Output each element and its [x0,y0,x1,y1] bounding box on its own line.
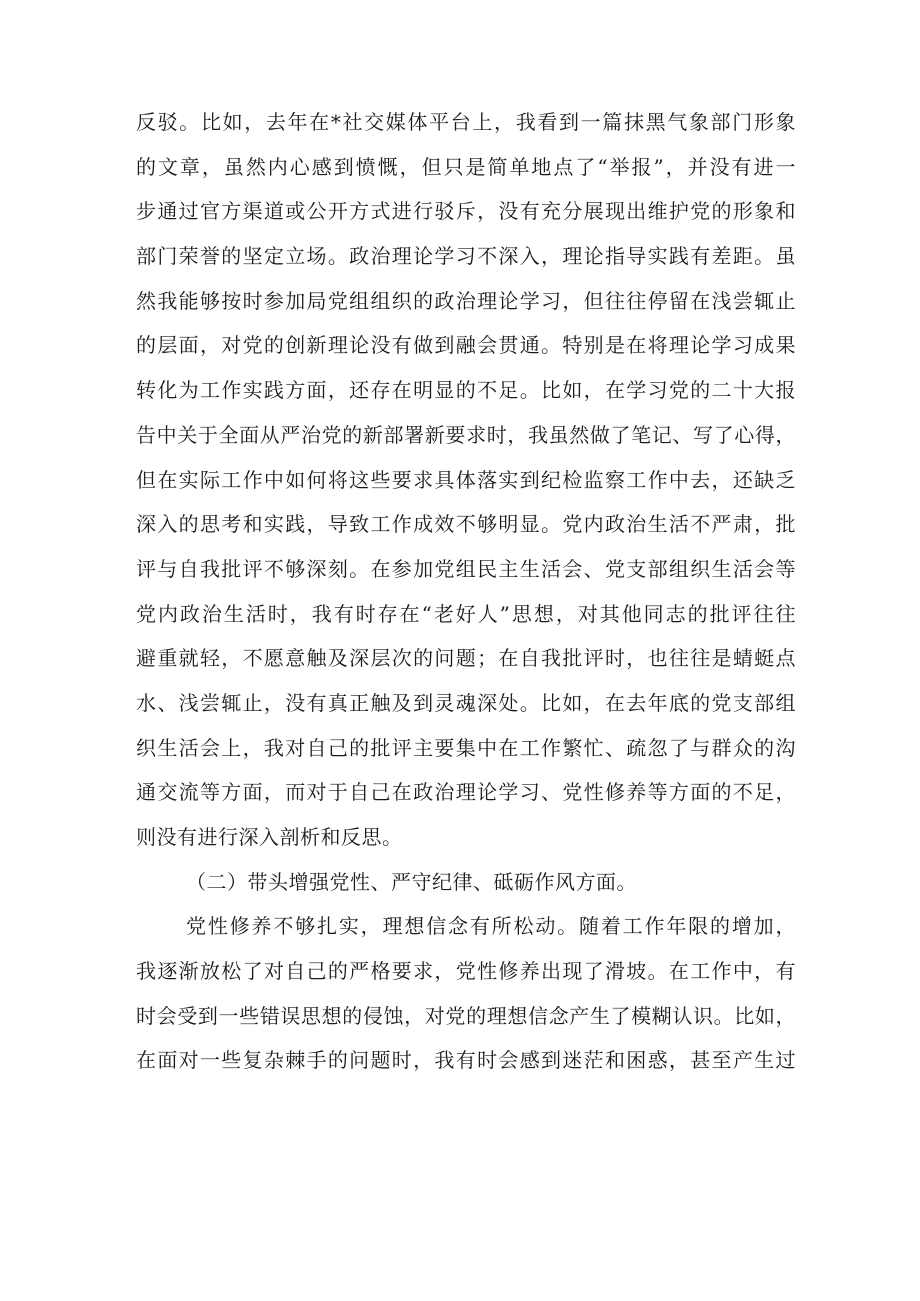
text-line: 反驳。比如，去年在*社交媒体平台上，我看到一篇抹黑气象部门形象 [136,110,796,134]
text-line: 我逐渐放松了对自己的严格要求，党性修养出现了滑坡。在工作中，有 [136,959,796,984]
text-line: 评与自我批评不够深刻。在参加党组民主生活会、党支部组织生活会等 [136,556,796,581]
text-line: 在面对一些复杂棘手的问题时，我有时会感到迷茫和困惑，甚至产生过 [136,1048,796,1073]
text-line: 但在实际工作中如何将这些要求具体落实到纪检监察工作中去，还缺乏 [136,467,796,492]
text-line: 转化为工作实践方面，还存在明显的不足。比如，在学习党的二十大报 [136,378,796,403]
text-line: 织生活会上，我对自己的批评主要集中在工作繁忙、疏忽了与群众的沟 [136,735,796,760]
text-line: 时会受到一些错误思想的侵蚀，对党的理想信念产生了模糊认识。比如， [136,1003,796,1028]
text-line: 通交流等方面，而对于自己在政治理论学习、党性修养等方面的不足， [136,780,796,805]
text-line: 步通过官方渠道或公开方式进行驳斥，没有充分展现出维护党的形象和 [136,199,796,224]
document-body [136,100,796,1083]
text-line: 部门荣誉的坚定立场。政治理论学习不深入，理论指导实践有差距。虽 [136,244,796,269]
text-line: 则没有进行深入剖析和反思。 [136,825,403,849]
text-line: 避重就轻，不愿意触及深层次的问题；在自我批评时，也往往是蜻蜓点 [136,646,796,671]
text-line: 的层面，对党的创新理论没有做到融会贯通。特别是在将理论学习成果 [136,333,796,358]
text-line: 水、浅尝辄止，没有真正触及到灵魂深处。比如，在去年底的党支部组 [136,690,796,715]
section-heading: （二）带头增强党性、严守纪律、砥砺作风方面。 [186,869,637,894]
text-line: 然我能够按时参加局党组组织的政治理论学习，但往往停留在浅尝辄止 [136,288,796,313]
text-line: 党性修养不够扎实，理想信念有所松动。随着工作年限的增加， [186,914,796,939]
text-line: 党内政治生活时，我有时存在“老好人”思想，对其他同志的批评往往 [136,601,796,626]
text-line: 的文章，虽然内心感到愤慨，但只是简单地点了“举报”，并没有进一 [136,154,796,179]
text-line: 告中关于全面从严治党的新部署新要求时，我虽然做了笔记、写了心得， [136,422,796,447]
text-line: 深入的思考和实践，导致工作成效不够明显。党内政治生活不严肃，批 [136,512,796,537]
